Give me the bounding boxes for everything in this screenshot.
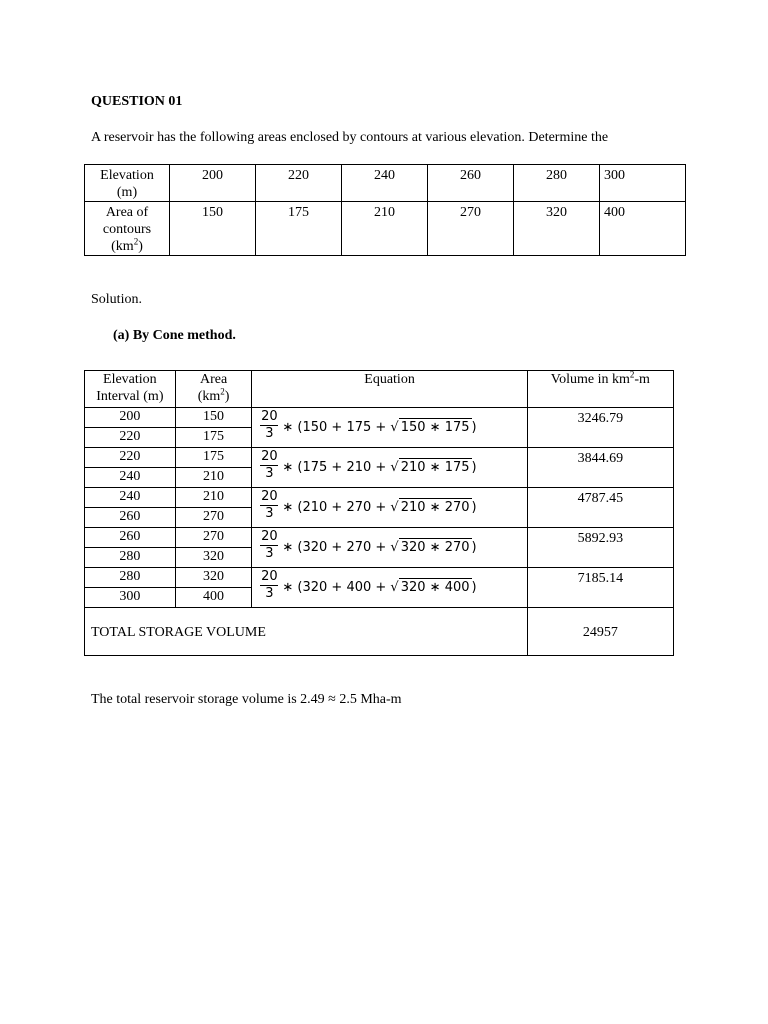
fraction-numerator: 20 xyxy=(261,489,278,504)
volume-cell: 5892.93 xyxy=(527,528,673,568)
equation xyxy=(256,528,526,566)
elevation-cell: 240 xyxy=(342,165,428,202)
interval-start-cell: 280 xyxy=(85,568,176,588)
elevation-row xyxy=(85,165,686,202)
volume-cell: 7185.14 xyxy=(527,568,673,608)
area-start-cell: 210 xyxy=(175,488,252,508)
area-cell: 175 xyxy=(256,202,342,256)
conclusion-text: The total reservoir storage volume is 2.49 ≈ 2.5 Mha-m xyxy=(91,692,402,707)
interval-end-cell: 240 xyxy=(85,468,176,488)
table-row xyxy=(85,448,674,468)
equation-cell xyxy=(252,408,527,448)
fraction xyxy=(260,489,278,521)
equation-suffix: ) xyxy=(471,540,477,555)
area-cell: 320 xyxy=(514,202,600,256)
equation-prefix: ∗ (320 + 400 + √ xyxy=(282,580,399,595)
area-header xyxy=(85,202,170,256)
table-row xyxy=(85,488,674,508)
area-col-sup: 2 xyxy=(220,386,225,397)
equation-radicand: 210 ∗ 270 xyxy=(400,500,470,515)
equation-body xyxy=(282,578,476,597)
table-row xyxy=(85,528,674,548)
fraction xyxy=(260,529,278,561)
area-header-line3 xyxy=(85,238,169,255)
equation-cell xyxy=(252,528,527,568)
area-start-cell: 175 xyxy=(175,448,252,468)
fraction-numerator: 20 xyxy=(261,449,278,464)
interval-start-cell: 240 xyxy=(85,488,176,508)
equation xyxy=(256,448,526,486)
equation-body xyxy=(282,458,476,477)
total-label: TOTAL STORAGE VOLUME xyxy=(85,608,528,656)
area-end-cell: 175 xyxy=(175,428,252,448)
equation-cell xyxy=(252,448,527,488)
table-row xyxy=(85,408,674,428)
interval-end-cell: 260 xyxy=(85,508,176,528)
area-header-line1: Area of xyxy=(105,205,149,220)
fraction-numerator: 20 xyxy=(261,529,278,544)
area-cell: 400 xyxy=(600,202,686,256)
interval-header-line1: Elevation xyxy=(103,372,157,387)
question-intro: A reservoir has the following areas enclosed by contours at various elevation. Determine the xyxy=(91,130,609,145)
header-row xyxy=(85,371,674,408)
equation-prefix: ∗ (175 + 210 + √ xyxy=(282,460,399,475)
equation-suffix: ) xyxy=(471,500,477,515)
fraction xyxy=(260,409,278,441)
volume-cell: 3844.69 xyxy=(527,448,673,488)
volume-cell: 4787.45 xyxy=(527,488,673,528)
fraction-denominator: 3 xyxy=(265,426,274,441)
volume-header-sup: 2 xyxy=(629,369,635,380)
table-body xyxy=(85,408,674,608)
equation-cell xyxy=(252,488,527,528)
equation-prefix: ∗ (150 + 175 + √ xyxy=(282,420,399,435)
equation xyxy=(256,408,526,446)
equation-body xyxy=(282,498,476,517)
volume-header xyxy=(527,371,673,408)
area-end-cell: 400 xyxy=(175,588,252,608)
area-cell: 270 xyxy=(428,202,514,256)
area-header-line2: contours xyxy=(102,222,152,237)
interval-header-line2: Interval (m) xyxy=(96,389,164,404)
elevation-header-line2: (m) xyxy=(116,185,138,200)
equation-header: Equation xyxy=(252,371,527,408)
area-header-close: ) xyxy=(138,239,143,254)
equation-cell xyxy=(252,568,527,608)
elevation-cell: 280 xyxy=(514,165,600,202)
interval-start-cell: 220 xyxy=(85,448,176,468)
area-col-unit: (km xyxy=(197,389,221,404)
volume-header-unit: -m xyxy=(634,372,650,387)
cone-method-table xyxy=(84,370,674,656)
elevation-cell: 200 xyxy=(170,165,256,202)
interval-end-cell: 220 xyxy=(85,428,176,448)
area-col-header xyxy=(175,371,252,408)
elevation-cell: 220 xyxy=(256,165,342,202)
interval-start-cell: 200 xyxy=(85,408,176,428)
fraction-denominator: 3 xyxy=(265,466,274,481)
volume-header-text: Volume in km xyxy=(550,372,630,387)
total-value: 24957 xyxy=(527,608,673,656)
table-row xyxy=(85,568,674,588)
fraction-denominator: 3 xyxy=(265,546,274,561)
equation-suffix: ) xyxy=(471,460,477,475)
elevation-cell: 260 xyxy=(428,165,514,202)
area-col-close: ) xyxy=(224,389,230,404)
solution-label: Solution. xyxy=(91,292,142,307)
equation xyxy=(256,568,526,606)
area-start-cell: 320 xyxy=(175,568,252,588)
area-start-cell: 270 xyxy=(175,528,252,548)
area-col-header-line2 xyxy=(176,388,252,405)
interval-end-cell: 280 xyxy=(85,548,176,568)
elevation-header xyxy=(85,165,170,202)
equation-body xyxy=(282,418,476,437)
equation-radicand: 320 ∗ 400 xyxy=(400,580,470,595)
area-end-cell: 320 xyxy=(175,548,252,568)
question-heading: QUESTION 01 xyxy=(91,94,183,109)
equation xyxy=(256,488,526,526)
interval-header xyxy=(85,371,176,408)
elevation-cell: 300 xyxy=(600,165,686,202)
equation-prefix: ∗ (320 + 270 + √ xyxy=(282,540,399,555)
elevation-header-line1: Elevation xyxy=(100,168,154,183)
equation-suffix: ) xyxy=(471,580,477,595)
volume-cell: 3246.79 xyxy=(527,408,673,448)
area-cell: 210 xyxy=(342,202,428,256)
area-row xyxy=(85,202,686,256)
area-cell: 150 xyxy=(170,202,256,256)
fraction-denominator: 3 xyxy=(265,586,274,601)
equation-body xyxy=(282,538,476,557)
interval-start-cell: 260 xyxy=(85,528,176,548)
area-end-cell: 270 xyxy=(175,508,252,528)
area-header-sup: 2 xyxy=(133,236,139,247)
interval-end-cell: 300 xyxy=(85,588,176,608)
equation-radicand: 150 ∗ 175 xyxy=(400,420,470,435)
equation-radicand: 210 ∗ 175 xyxy=(400,460,470,475)
fraction xyxy=(260,449,278,481)
fraction-numerator: 20 xyxy=(261,409,278,424)
area-end-cell: 210 xyxy=(175,468,252,488)
area-start-cell: 150 xyxy=(175,408,252,428)
area-col-header-line1: Area xyxy=(199,372,228,387)
fraction-numerator: 20 xyxy=(261,569,278,584)
fraction xyxy=(260,569,278,601)
equation-radicand: 320 ∗ 270 xyxy=(400,540,470,555)
fraction-denominator: 3 xyxy=(265,506,274,521)
contour-table xyxy=(84,164,686,256)
equation-suffix: ) xyxy=(471,420,477,435)
total-row xyxy=(85,608,674,656)
method-heading: (a) By Cone method. xyxy=(113,328,236,343)
equation-prefix: ∗ (210 + 270 + √ xyxy=(282,500,399,515)
area-header-unit: (km xyxy=(111,239,134,254)
